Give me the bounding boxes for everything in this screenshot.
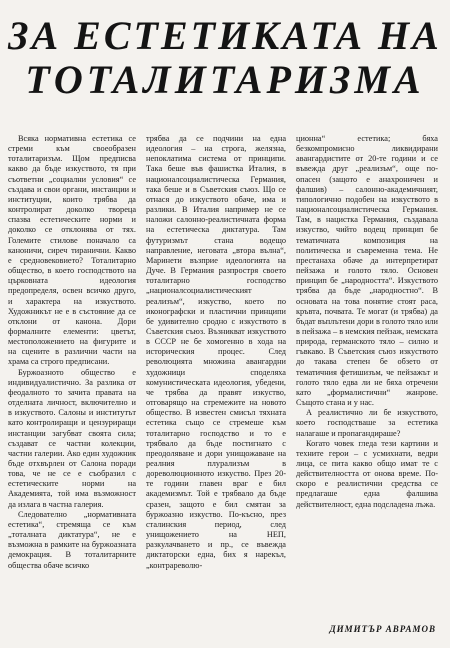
article-title-line-1: ЗА ЕСТЕТИКАТА НА <box>8 13 442 58</box>
paragraph: трябва да се подчини на една идеология – на строга, желязна, непоклатима система от принципи. Така беше във фашистка Италия, в националсоциалистическа Германия, така беше и в Съветския съюз. Що се отнася до изкуството обаче, има и разлики. В Италия например не се наложи салонно-реалистичната форма на естетическа диктатура. Там футуризмът стана водещо направление, неговата „втора вълна“, Маринети възприе идеологията на Дуче. В Германия разпростря своето тоталитарно господство „националсоциалистическият реализъм“, изкуство, което по иконографски и пластични принципи бе удивително сродно с изкуството в Съветския съюз. Възникват изкуството в СССР не бе хомогенно в хода на историческия процес. След революцията множина авангардни художници споделяха комунистическата идеология, убедени, че трябва да правят изкуство, отговарящо на стремежите на новото общество. В известен смисъл тяхната естетика също се стремеше към тоталитарно господство и то е трябвало да бъде постигнато с преодоляване и дори унищожаване на реалния плурализъм в дореволюционното изкуство. През 20-те години главен враг е бил академизмът. Той е трябвало да бъде сразен, защото е бил смятан за буржоазно изкуство. По-късно, през сталинския период, след унищожението на НЕП, разкулачването и пр., се въвежда диктаторски една, бих я нарекъл, „контрареволю- <box>146 134 286 570</box>
paragraph: ционна“ естетика; бяха безкомпромисно ликвидирани авангардистите от 20-те години и се въвежда друг „реализъм“, още по-опасен (защото е анахроничен и фалшив) – салонно-академичният, типологично подобен на изкуството в националсоциалистическа Германия. Там, в нацистка Германия, създавала изкуство, чийто водещ принцип бе тематичната композиция на политическа и съвременна тема. Не престанаха обаче да интерпретират пейзажа и голото тяло. Основен принцип бе „народността“. Изкуството трябва да бъде „народностно“. В основата на това понятие стоят раса, кръвта, почвата. Те могат (и трябва) да бъдат въплътени дори в голото тяло или в пейзажа – в немския пейзаж, немската природа, германското тяло – силно и гъвкаво. В Съветския съюз изкуството до такава степен бе обзето от тематичния фетишизъм, че пейзажът и голото тяло едва ли не бяха отречени като „формалистични“ жанрове. Същото стана и у нас. <box>296 134 438 408</box>
author-byline: ДИМИТЪР АВРАМОВ <box>329 624 436 634</box>
text-column-3 <box>296 134 438 620</box>
paragraph: Всяка нормативна естетика се стреми към своеобразен тоталитаризъм. Щом предписва какво да бъде изкуството, тя при съответни „социални условия“ се създава и свои органи, инстанции и институции, които трябва да контролират доколко твореца спазва естетическите норми и доколко се отклонява от тях. Големите стилове поначало са каноничи, сиреч тиранични. Какво е средновековието? Тоталитарно общество, в което господството на църковната идеология предопределя, освен всичко друго, и характера на изкуството. Художникът не е в състояние да се отклони от канона. Дори формалните елементи: цветът, местоположението на фигурите и на сцените в различни части на храма са строго предписани. <box>8 134 136 367</box>
paragraph: Следователно „нормативната естетика“, стремяща се към „тоталната диктатура“, не е възможна в рамките на буржоазната демокрация. В тоталитарните общества обаче всичко <box>8 509 136 570</box>
text-column-1 <box>8 134 136 620</box>
paragraph: Когато човек гледа тези картини и техните герои – с усмихнати, ведри лица, се пита какво общо имат те с действителността от онова време. По-скоро е реалистични средства се предлагаше една фалшива действителност, една подсладена лъжа. <box>296 438 438 509</box>
article-title-line-2: ТОТАЛИТАРИЗМА <box>25 57 425 102</box>
text-column-2 <box>146 134 286 620</box>
paragraph: А реалистично ли бе изкуството, което господстваше за естетика налагаше и пропагандираше? <box>296 408 438 438</box>
paragraph: Буржоазното общество е индивидуалистично. За разлика от феодалното то зачита правата на отделната личност, включително и в изкуството. Салоны и институтът като контролиращи и цензуриращи инстанции загубват своята сила; създават се частни колекции, частни галерии. Ако един художник бъде отхвърлен от Салона поради това, че не се е съобразил с естетическите норми на Академията, той има възможност да излага в частна галерия. <box>8 367 136 509</box>
